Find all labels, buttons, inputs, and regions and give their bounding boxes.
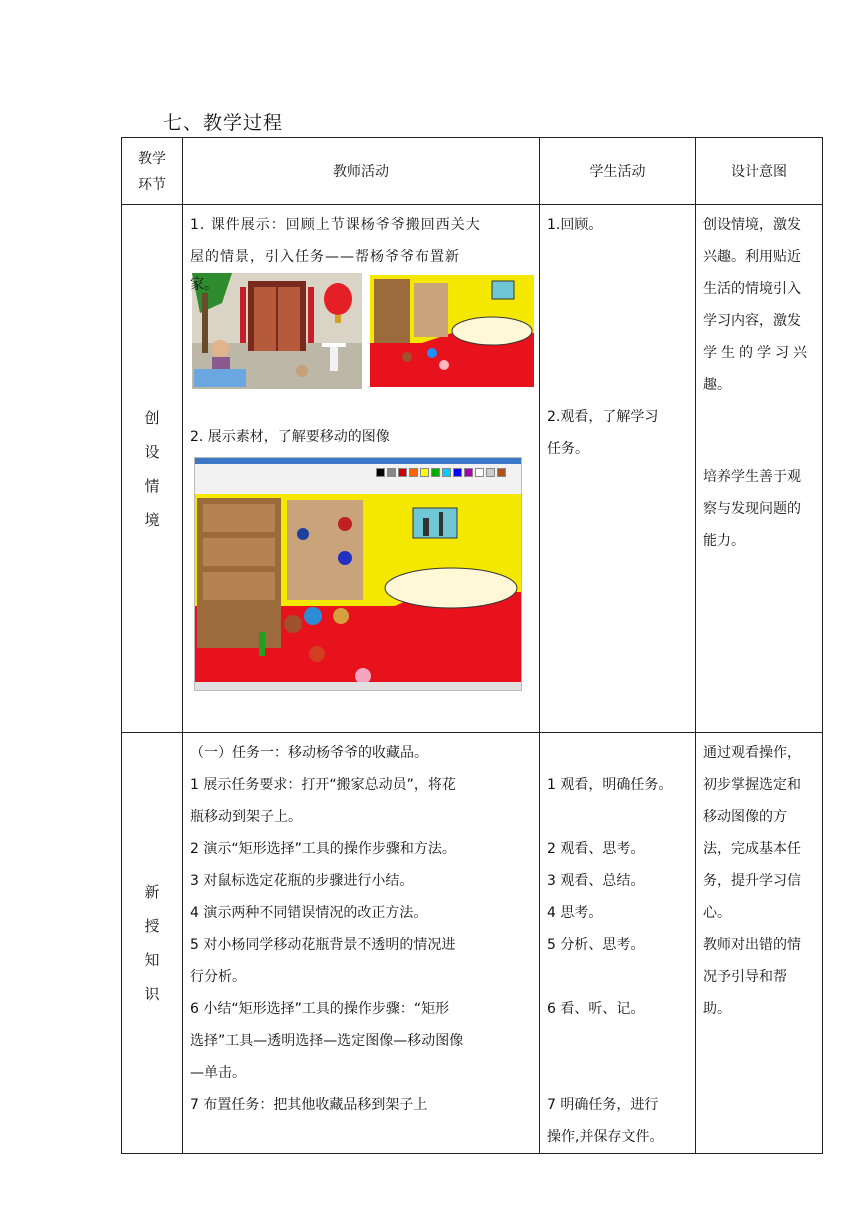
design-intent-cell: 创设情境，激发 兴趣。利用贴近 生活的情境引入 学习内容，激发 学生的学习兴 趣。 培养学生善于观 察与发现问题的 能力。 (696, 205, 823, 733)
header-student-activity: 学生活动 (540, 138, 696, 205)
header-stage: 教学 环节 (122, 138, 183, 205)
header-design-intent: 设计意图 (696, 138, 823, 205)
courseware-illustration (192, 273, 536, 389)
stage-cell-new-knowledge: 新 授 知 识 (122, 733, 183, 1154)
header-teacher-activity: 教师活动 (183, 138, 540, 205)
paint-toolbar (195, 458, 521, 495)
paint-canvas (195, 494, 521, 690)
design-intent-cell: 通过观看操作， 初步掌握选定和 移动图像的方 法，完成基本任 务，提升学习信 心。 教师对出错的情 况予引导和帮 助。 (696, 733, 823, 1154)
teacher-activity-cell: （一）任务一：移动杨爷爷的收藏品。 1 展示任务要求：打开“搬家总动员”，将花 瓶移动到架子上。 2 演示“矩形选择”工具的操作步骤和方法。 3 对鼠标选定花瓶的步骤进行小结。 4 演示两种不同错误情况的改正方法。 5 对小杨同学移动花瓶背景不透明的情况进 行分析。 6 小结“矩形选择”工具的操作步骤：“矩形 选择”工具—透明选择—选定图像—移动图像 —单击。 7 布置任务：把其他收藏品移到架子上 (183, 733, 540, 1154)
table-header-row (122, 138, 823, 205)
stage-cell-create-situation: 创 设 情 境 (122, 205, 183, 733)
teaching-process-table (121, 137, 823, 1154)
student-activity-cell: 1.回顾。 2.观看，了解学习 任务。 (540, 205, 696, 733)
paint-screenshot (194, 457, 522, 691)
teacher-activity-cell: 1. 课件展示：回顾上节课杨爷爷搬回西关大 屋的情景，引入任务——帮杨爷爷布置新 家。 2. 展示素材，了解要移动的图像 (183, 205, 540, 733)
table-row (122, 205, 823, 733)
section-heading: 七、教学过程 (163, 112, 284, 134)
table-row (122, 733, 823, 1154)
student-activity-cell: 1 观看，明确任务。 2 观看、思考。 3 观看、总结。 4 思考。 5 分析、思考。 6 看、听、记。 7 明确任务，进行 操作,并保存文件。 (540, 733, 696, 1154)
